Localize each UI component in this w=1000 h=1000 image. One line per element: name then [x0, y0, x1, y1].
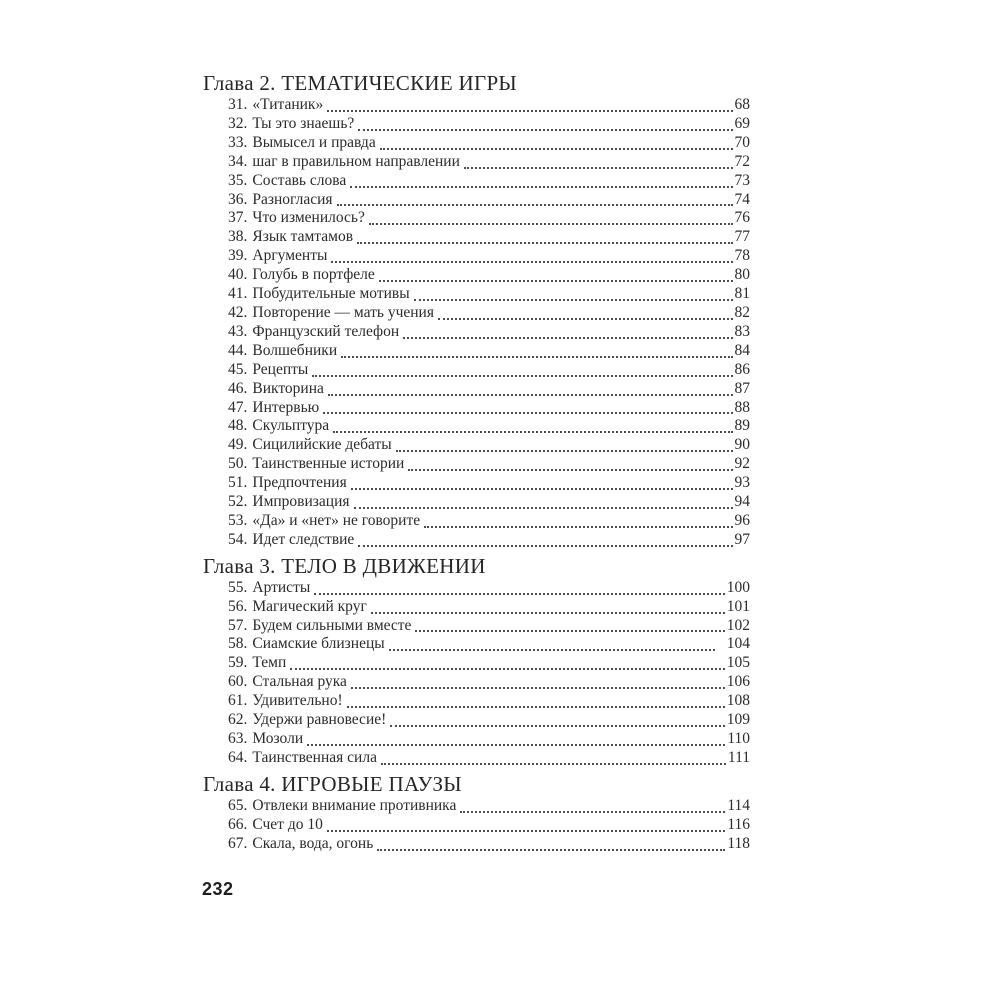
- toc-entry-number: 64.: [228, 748, 248, 766]
- chapter-heading: Глава 4. ИГРОВЫЕ ПАУЗЫ: [203, 771, 462, 796]
- toc-entry-number: 51.: [228, 474, 248, 492]
- toc-entry-page: 118: [727, 834, 750, 852]
- toc-entry-number: 44.: [228, 341, 248, 359]
- toc-entry: [203, 598, 750, 617]
- toc-entry-page: 87: [734, 379, 750, 397]
- toc-entry-number: 31.: [228, 96, 248, 113]
- dot-leader: [380, 148, 733, 150]
- toc-entry-number: 41.: [228, 285, 248, 303]
- toc-entry-title: Будем сильными вместе: [252, 616, 412, 634]
- toc-entry-title: Идет следствие: [252, 530, 355, 548]
- dot-leader: [371, 612, 725, 614]
- toc-entry-number: 46.: [228, 379, 248, 397]
- toc-entry-title: Рецепты: [252, 360, 309, 378]
- toc-entry-page: 73: [734, 171, 750, 189]
- toc-entry-number: 47.: [228, 398, 248, 416]
- toc-entry-title: Викторина: [252, 379, 324, 397]
- toc-entry-number: 49.: [228, 436, 248, 454]
- toc-entry-title: Повторение — мать учения: [252, 303, 434, 321]
- toc-entry-title: Мозоли: [252, 730, 304, 747]
- toc-entry-page: 108: [726, 692, 750, 710]
- toc-entry: [203, 654, 750, 673]
- toc-entry: [203, 579, 750, 598]
- chapter-heading: Глава 3. ТЕЛО В ДВИЖЕНИИ: [203, 553, 486, 578]
- toc-entry: [203, 304, 750, 323]
- chapter-heading: Глава 2. ТЕМАТИЧЕСКИЕ ИГРЫ: [203, 71, 518, 95]
- dot-leader: [414, 299, 733, 301]
- toc-entry: [203, 96, 750, 115]
- toc-entry-page: 80: [734, 266, 750, 284]
- dot-leader: [408, 469, 732, 471]
- toc-entry-page: 86: [734, 360, 750, 378]
- toc-entry-number: 50.: [228, 455, 248, 473]
- dot-leader: [323, 412, 732, 414]
- toc-entry-page: 76: [734, 209, 750, 227]
- toc-entry-number: 56.: [228, 597, 248, 615]
- toc-entry-number: 53.: [228, 511, 248, 529]
- toc-entry-page: 72: [734, 152, 750, 170]
- dot-leader: [331, 261, 732, 263]
- dot-leader: [351, 687, 725, 689]
- toc-entry-page: 74: [734, 190, 750, 208]
- toc-section: [203, 771, 750, 854]
- toc-entry-number: 33.: [228, 133, 248, 151]
- toc-entry-page: 78: [734, 247, 750, 265]
- dot-leader: [314, 593, 724, 595]
- toc-entry: [203, 711, 750, 730]
- toc-entry-number: 60.: [228, 673, 248, 691]
- dot-leader: [328, 394, 733, 396]
- toc-entry: [203, 361, 750, 380]
- dot-leader: [358, 129, 732, 131]
- toc-entry-page: 105: [726, 654, 750, 672]
- toc-entry-page: 82: [734, 303, 750, 321]
- toc-entry: [203, 342, 750, 361]
- toc-entry: [203, 835, 750, 854]
- toc-entry-page: 100: [726, 578, 750, 596]
- toc-entry-title: Французский телефон: [252, 322, 400, 340]
- toc-entry-number: 61.: [228, 692, 248, 710]
- toc-entry-number: 58.: [228, 635, 248, 653]
- toc-entry-title: Удержи равновесие!: [252, 711, 387, 729]
- toc-entry-number: 40.: [228, 266, 248, 284]
- toc-entry-page: 89: [734, 417, 750, 435]
- dot-leader: [312, 375, 732, 377]
- toc-entry-page: 116: [727, 815, 750, 833]
- toc-entry-page: 104: [726, 635, 750, 653]
- toc-entry-page: 70: [734, 133, 750, 151]
- toc-entry-title: Волшебники: [252, 341, 338, 359]
- dot-leader: [350, 186, 732, 188]
- toc-entry-page: 106: [726, 673, 750, 691]
- toc-entry-title: Что изменилось?: [252, 209, 365, 227]
- dot-leader: [424, 526, 732, 528]
- toc-entry: [203, 323, 750, 342]
- toc-entry-number: 52.: [228, 493, 248, 511]
- toc-entry-number: 43.: [228, 322, 248, 340]
- toc-entry-title: Артисты: [252, 578, 311, 596]
- table-of-contents: [203, 70, 750, 854]
- dot-leader: [354, 507, 733, 509]
- toc-entry: [203, 209, 750, 228]
- toc-entry-title: Удивительно!: [252, 692, 343, 710]
- toc-entry-title: Темп: [252, 654, 287, 672]
- toc-entry-title: Счет до 10: [252, 815, 323, 833]
- toc-entry-number: 34.: [228, 152, 248, 170]
- dot-leader: [389, 649, 715, 651]
- toc-entry-number: 54.: [228, 530, 248, 548]
- toc-entry-page: 93: [734, 474, 750, 492]
- toc-entry-title: шаг в правильном направлении: [252, 152, 460, 170]
- toc-entry: [203, 417, 750, 436]
- toc-entry-title: Сиамские близнецы: [252, 635, 385, 653]
- toc-entry-title: Вымысел и правда: [252, 133, 376, 151]
- toc-entry: [203, 692, 750, 711]
- toc-entry: [203, 191, 750, 210]
- dot-leader: [379, 280, 733, 282]
- toc-entry: [203, 531, 750, 550]
- toc-entry: [203, 493, 750, 512]
- toc-entry-page: 90: [734, 436, 750, 454]
- toc-entry: [203, 172, 750, 191]
- toc-entry-page: 84: [734, 341, 750, 359]
- toc-entry-number: 57.: [228, 616, 248, 634]
- toc-entry: [203, 730, 750, 749]
- dot-leader: [390, 725, 724, 727]
- toc-entry-page: 109: [726, 711, 750, 729]
- toc-entry-page: 69: [734, 114, 750, 132]
- toc-entry-number: 63.: [228, 730, 248, 747]
- toc-entry: [203, 247, 750, 266]
- toc-entry: [203, 153, 750, 172]
- toc-entry-page: 102: [726, 616, 750, 634]
- toc-entry-title: Голубь в портфеле: [252, 266, 375, 284]
- toc-entry: [203, 455, 750, 474]
- toc-entry: [203, 617, 750, 636]
- dot-leader: [337, 204, 733, 206]
- dot-leader: [403, 337, 732, 339]
- toc-entry: [203, 266, 750, 285]
- toc-entry: [203, 285, 750, 304]
- dot-leader: [415, 630, 724, 632]
- toc-entry-title: Составь слова: [252, 171, 347, 189]
- toc-section: [203, 553, 750, 768]
- toc-entry-title: Ты это знаешь?: [252, 114, 355, 132]
- toc-entry: [203, 399, 750, 418]
- toc-entry-number: 67.: [228, 834, 248, 852]
- dot-leader: [347, 706, 725, 708]
- toc-entry-page: 83: [734, 322, 750, 340]
- toc-entry-number: 38.: [228, 228, 248, 246]
- toc-entry-page: 88: [734, 398, 750, 416]
- page-number-folio: 232: [202, 879, 234, 899]
- dot-leader: [307, 744, 725, 746]
- dot-leader: [351, 488, 733, 490]
- toc-entry: [203, 797, 750, 816]
- toc-entry-title: Скала, вода, огонь: [252, 834, 374, 852]
- dot-leader: [369, 223, 733, 225]
- dot-leader: [333, 431, 732, 433]
- dot-leader: [358, 545, 732, 547]
- toc-entry-title: Побудительные мотивы: [252, 285, 410, 303]
- dot-leader: [438, 318, 733, 320]
- toc-entry: [203, 115, 750, 134]
- toc-entry-title: Сицилийские дебаты: [252, 436, 392, 454]
- toc-entry-number: 59.: [228, 654, 248, 672]
- toc-entry: [203, 749, 750, 768]
- toc-entry-page: 111: [727, 748, 750, 766]
- toc-entry-number: 32.: [228, 114, 248, 132]
- toc-entry: [203, 134, 750, 153]
- toc-entry-number: 39.: [228, 247, 248, 265]
- toc-entry-number: 48.: [228, 417, 248, 435]
- toc-entry-title: «Да» и «нет» не говорите: [252, 511, 421, 529]
- toc-entry-title: Предпочтения: [252, 474, 347, 492]
- dot-leader: [341, 356, 732, 358]
- toc-entry-title: Магический круг: [252, 597, 367, 615]
- toc-entry-page: 77: [734, 228, 750, 246]
- toc-entry: [203, 512, 750, 531]
- dot-leader: [327, 830, 725, 832]
- dot-leader: [327, 110, 732, 112]
- toc-entry: [203, 436, 750, 455]
- dot-leader: [464, 167, 733, 169]
- toc-entry-page: 110: [727, 730, 750, 747]
- toc-entry-title: Стальная рука: [252, 673, 347, 691]
- toc-entry-number: 45.: [228, 360, 248, 378]
- toc-entry-page: 101: [726, 597, 750, 615]
- toc-entry-page: 114: [727, 796, 750, 814]
- toc-entry-number: 42.: [228, 303, 248, 321]
- dot-leader: [396, 450, 733, 452]
- toc-entry-title: Таинственные истории: [252, 455, 405, 473]
- toc-entry-number: 65.: [228, 796, 248, 814]
- toc-entry-title: «Титаник»: [252, 96, 324, 113]
- toc-entry-title: Аргументы: [252, 247, 328, 265]
- toc-entry-page: 96: [734, 511, 750, 529]
- toc-entry: [203, 228, 750, 247]
- toc-entry-number: 36.: [228, 190, 248, 208]
- toc-entry: [203, 816, 750, 835]
- toc-entry-page: 92: [734, 455, 750, 473]
- toc-entry-number: 55.: [228, 578, 248, 596]
- toc-entry-number: 66.: [228, 815, 248, 833]
- toc-entry-title: Разногласия: [252, 190, 333, 208]
- toc-entry-number: 35.: [228, 171, 248, 189]
- toc-entry: [203, 380, 750, 399]
- dot-leader: [357, 242, 732, 244]
- toc-entry-number: 62.: [228, 711, 248, 729]
- toc-entry-page: 97: [734, 530, 750, 548]
- toc-entry-page: 68: [734, 96, 750, 113]
- dot-leader: [290, 668, 725, 670]
- toc-entry-title: Скульптура: [252, 417, 330, 435]
- toc-section: [203, 70, 750, 550]
- toc-entry: [203, 673, 750, 692]
- toc-entry-page: 81: [734, 285, 750, 303]
- toc-entry-title: Импровизация: [252, 493, 350, 511]
- dot-leader: [460, 811, 725, 813]
- toc-entry-title: Язык тамтамов: [252, 228, 354, 246]
- toc-entry: [203, 474, 750, 493]
- dot-leader: [377, 849, 725, 851]
- toc-entry: [203, 635, 750, 654]
- toc-entry-page: 94: [734, 493, 750, 511]
- toc-entry-title: Таинственная сила: [252, 748, 377, 766]
- toc-entry-title: Интервью: [252, 398, 320, 416]
- toc-entry-title: Отвлеки внимание противника: [252, 796, 457, 814]
- toc-entry-number: 37.: [228, 209, 248, 227]
- dot-leader: [381, 763, 726, 765]
